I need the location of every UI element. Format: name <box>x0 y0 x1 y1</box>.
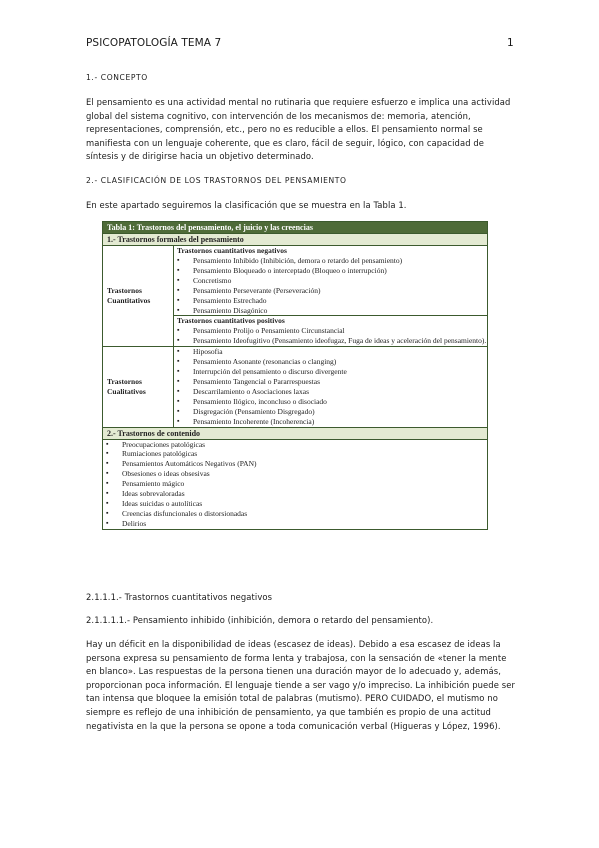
group-cuantitativos <box>103 245 487 346</box>
list-item: ▪ Pensamiento Tangencial o Pararrespuestas <box>174 377 487 387</box>
list-item: ▪ Obsesiones o ideas obsesivas <box>103 469 487 479</box>
list-item: ▪ Disgregación (Pensamiento Disgregado) <box>174 407 487 417</box>
section-heading-clasificacion: 2.- CLASIFICACIÓN DE LOS TRASTORNOS DEL PENSAMIENTO <box>86 176 347 185</box>
subgroup-title-positivos: Trastornos cuantitativos positivos <box>177 316 285 326</box>
table-caption: Tabla 1: Trastornos del pensamiento, el juicio y las creencias <box>103 222 487 233</box>
list-item: ▪ Pensamiento mágico <box>103 479 487 489</box>
subsection-heading-21111-text: 2.1.1.1.1.- Pensamiento inhibido (inhibición, demora o retardo del pensamiento). <box>86 615 434 625</box>
subgroup-positivos <box>174 315 487 346</box>
list-item: ▪ Pensamientos Automáticos Negativos (PAN) <box>103 459 487 469</box>
list-item: ▪ Pensamiento Ideofugitivo (Pensamiento ideofugaz, Fuga de ideas y aceleración del pensamiento). <box>174 336 487 346</box>
subsection-heading-2111-text: 2.1.1.1.- Trastornos cuantitativos negativos <box>86 592 273 602</box>
subgroup-negativos <box>174 246 487 315</box>
contenido-list <box>103 439 487 529</box>
subgroup-title-negativos: Trastornos cuantitativos negativos <box>177 246 287 255</box>
group-label-cualitativos: Trastornos Cualitativos <box>103 347 174 426</box>
list-item: ▪ Delirios <box>103 519 487 529</box>
list-item: ▪ Ideas suicidas o autolíticas <box>103 499 487 509</box>
group-cualitativos <box>103 346 487 426</box>
page-header-title: PSICOPATOLOGÍA TEMA 7 <box>86 37 222 49</box>
list-item: ▪ Pensamiento Asonante (resonancias o clanging) <box>174 357 487 367</box>
cualitativos-list <box>174 347 487 426</box>
list-item: ▪ Pensamiento Disagónico <box>174 306 487 316</box>
list-item: ▪ Interrupción del pensamiento o discurso divergente <box>174 367 487 377</box>
clasificacion-intro-text: En este apartado seguiremos la clasificación que se muestra en la Tabla 1. <box>86 200 407 210</box>
concept-paragraph-text: El pensamiento es una actividad mental no rutinaria que requiere esfuerzo e implica una actividad global del sistema cognitivo, con intervención de los mecanismos de: memoria, atención, representaciones, comprensión, etc., pero no es reducible a ellos. El pensamiento normal se manifiesta con un lenguaje coherente, que es claro, fácil de seguir, lógico, con capacidad de síntesis y de dirigirse hacia un objetivo determinado. <box>86 97 511 162</box>
list-item: ▪ Pensamiento Perseverante (Perseveración) <box>174 286 487 296</box>
classification-table <box>102 221 488 530</box>
list-item: ▪ Ideas sobrevaloradas <box>103 489 487 499</box>
list-item: ▪ Pensamiento Estrechado <box>174 296 487 306</box>
list-item: ▪ Hiposofia <box>174 347 487 357</box>
list-item: ▪ Pensamiento Bloqueado o interceptado (Bloqueo o interrupción) <box>174 266 487 276</box>
list-item: ▪ Creencias disfuncionales o distorsionadas <box>103 509 487 519</box>
concept-paragraph <box>86 96 516 164</box>
subsection-heading-21111 <box>86 614 516 628</box>
positivos-list <box>174 326 487 346</box>
table-section-formal: 1.- Trastornos formales del pensamiento <box>103 233 487 245</box>
list-item: ▪ Pensamiento Incoherente (Incoherencia) <box>174 417 487 427</box>
list-item: ▪ Pensamiento Prolijo o Pensamiento Circunstancial <box>174 326 487 336</box>
group-body-cualitativos <box>174 347 487 426</box>
negativos-list <box>174 256 487 315</box>
list-item: ▪ Pensamiento Inhibido (Inhibición, demora o retardo del pensamiento) <box>174 256 487 266</box>
list-item: ▪ Rumiaciones patológicas <box>103 449 487 459</box>
list-item: ▪ Preocupaciones patológicas <box>103 440 487 450</box>
clasificacion-intro <box>86 199 516 213</box>
list-item: ▪ Descarrilamiento o Asociaciones laxas <box>174 387 487 397</box>
subsection-heading-2111 <box>86 591 516 605</box>
group-label-cuantitativos: Trastornos Cuantitativos <box>103 246 174 346</box>
section-heading-concepto: 1.- CONCEPTO <box>86 73 148 82</box>
list-item: ▪ Pensamiento Ilógico, inconcluso o disociado <box>174 397 487 407</box>
page-number: 1 <box>507 37 514 49</box>
inhibido-paragraph <box>86 638 516 733</box>
inhibido-paragraph-text: Hay un déficit en la disponibilidad de ideas (escasez de ideas). Debido a esa escasez de ideas la persona expresa su pensamiento de forma lenta y trabajosa, con la sensación de «tener la mente en blanco». Las respuestas de la persona tienen una duración mayor de lo adecuado y, además, proporcionan poca información. El lenguaje tiende a ser vago y/o impreciso. La inhibición puede ser tan intensa que bloquee la emisión total de palabras (mutismo). PERO CUIDADO, el mutismo no siempre es reflejo de una inhibición de pensamiento, ya que también es propio de una actitud negativista en la que la persona se opone a toda comunicación verbal (Higueras y López, 1996). <box>86 639 515 731</box>
group-body-cuantitativos <box>174 246 487 346</box>
table-section-contenido: 2.- Trastornos de contenido <box>103 427 487 439</box>
list-item: ▪ Concretismo <box>174 276 487 286</box>
